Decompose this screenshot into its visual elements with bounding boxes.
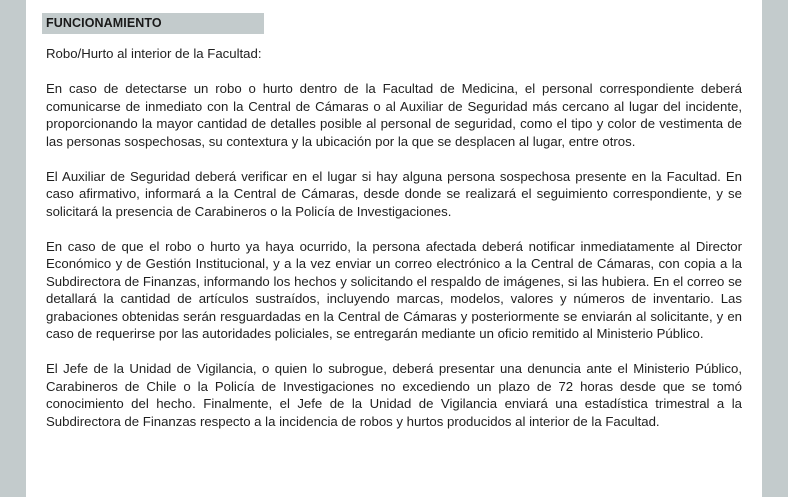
- paragraph-verification: El Auxiliar de Seguridad deberá verificar en el lugar si hay alguna persona sospechosa presente en la Facultad. En caso afirmativo, informará a la Central de Cámaras, desde donde se realizará el seguimiento correspondiente, y se solicitará la presencia de Carabineros o la Policía de Investigaciones.: [46, 168, 742, 219]
- paragraph-notification: En caso de que el robo o hurto ya haya ocurrido, la persona afectada deberá notificar inmediatamente al Director Económico y de Gestión Institucional, y a la vez enviar un correo electrónico a la Central de Cámaras, con copia a la Subdirectora de Finanzas, informando los hechos y solicitando el respaldo de imágenes, si las hubiera. En el correo se detallará la cantidad de artículos sustraídos, incluyendo marcas, modelos, valores y números de inventario. Las grabaciones obtenidas serán resguardadas en la Central de Cámaras y posteriormente se enviarán al solicitante, y en caso de requerirse por las autoridades policiales, se entregarán mediante un oficio remitido al Ministerio Público.: [46, 238, 742, 341]
- section-header: FUNCIONAMIENTO: [42, 13, 264, 34]
- paragraph-detection: En caso de detectarse un robo o hurto dentro de la Facultad de Medicina, el personal correspondiente deberá comunicarse de inmediato con la Central de Cámaras o al Auxiliar de Seguridad más cercano al lugar del incidente, proporcionando la mayor cantidad de detalles posible al personal de seguridad, como el tipo y color de vestimenta de las personas sospechosas, su contextura y la ubicación por la que se desplacen al lugar, entre otros.: [46, 81, 742, 149]
- document-body: [46, 45, 742, 448]
- paragraph-complaint: El Jefe de la Unidad de Vigilancia, o quien lo subrogue, deberá presentar una denuncia ante el Ministerio Público, Carabineros de Chile o la Policía de Investigaciones no excediendo un plazo de 72 horas desde que se tomó conocimiento del hecho. Finalmente, el Jefe de la Unidad de Vigilancia enviará una estadística trimestral a la Subdirectora de Finanzas respecto a la incidencia de robos y hurtos producidos al interior de la Facultad.: [46, 361, 742, 429]
- section-subtitle: Robo/Hurto al interior de la Facultad:: [46, 46, 262, 61]
- document-page: [26, 0, 762, 497]
